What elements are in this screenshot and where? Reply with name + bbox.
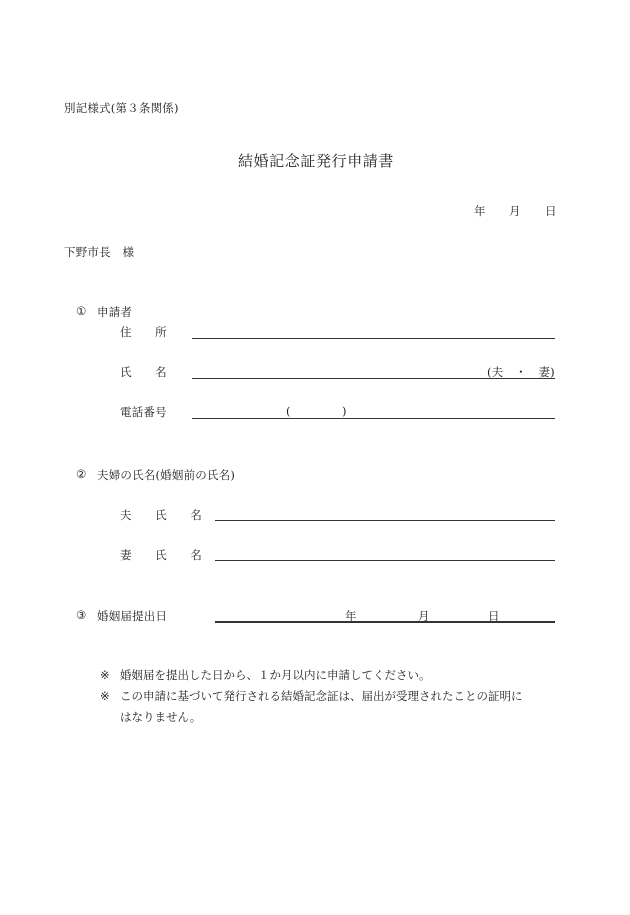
wife-name-label: 妻 氏 名	[120, 548, 202, 562]
submission-month-label: 月	[418, 609, 430, 623]
husband-name-label: 夫 氏 名	[120, 508, 202, 522]
date-day-label: 日	[545, 204, 557, 218]
phone-field[interactable]	[192, 418, 555, 419]
note1-text: 婚姻届を提出した日から、１か月以内に申請してください。	[120, 668, 431, 682]
date-month-label: 月	[509, 204, 521, 218]
section1-heading: 申請者	[97, 305, 133, 319]
page-title: 結婚記念証発行申請書	[238, 152, 395, 170]
form-reference: 別記様式(第３条関係)	[64, 101, 179, 115]
spouse-choice[interactable]: (夫 ・ 妻)	[487, 365, 555, 379]
note2-text-line2: はなりません。	[120, 710, 202, 724]
submission-date-field[interactable]	[215, 621, 555, 623]
section3-marker: ③	[76, 608, 87, 622]
wife-name-field[interactable]	[215, 560, 555, 561]
section1-marker: ①	[76, 304, 87, 318]
name-field[interactable]	[192, 378, 555, 379]
submission-day-label: 日	[488, 609, 500, 623]
date-year-label: 年	[474, 204, 486, 218]
note1-mark: ※	[100, 668, 110, 682]
note2-text-line1: この申請に基づいて発行される結婚記念証は、届出が受理されたことの証明に	[120, 689, 523, 703]
submission-year-label: 年	[345, 609, 357, 623]
phone-paren-close: )	[342, 404, 347, 418]
address-field[interactable]	[192, 338, 555, 339]
address-label: 住 所	[120, 325, 167, 339]
phone-label: 電話番号	[120, 405, 167, 419]
addressee: 下野市長 様	[64, 245, 135, 259]
section2-marker: ②	[76, 467, 87, 481]
husband-name-field[interactable]	[215, 520, 555, 521]
section2-heading: 夫婦の氏名(婚姻前の氏名)	[97, 468, 236, 482]
section3-heading: 婚姻届提出日	[97, 609, 168, 623]
phone-paren-open: (	[286, 404, 291, 418]
note2-mark: ※	[100, 689, 110, 703]
name-label: 氏 名	[120, 365, 167, 379]
